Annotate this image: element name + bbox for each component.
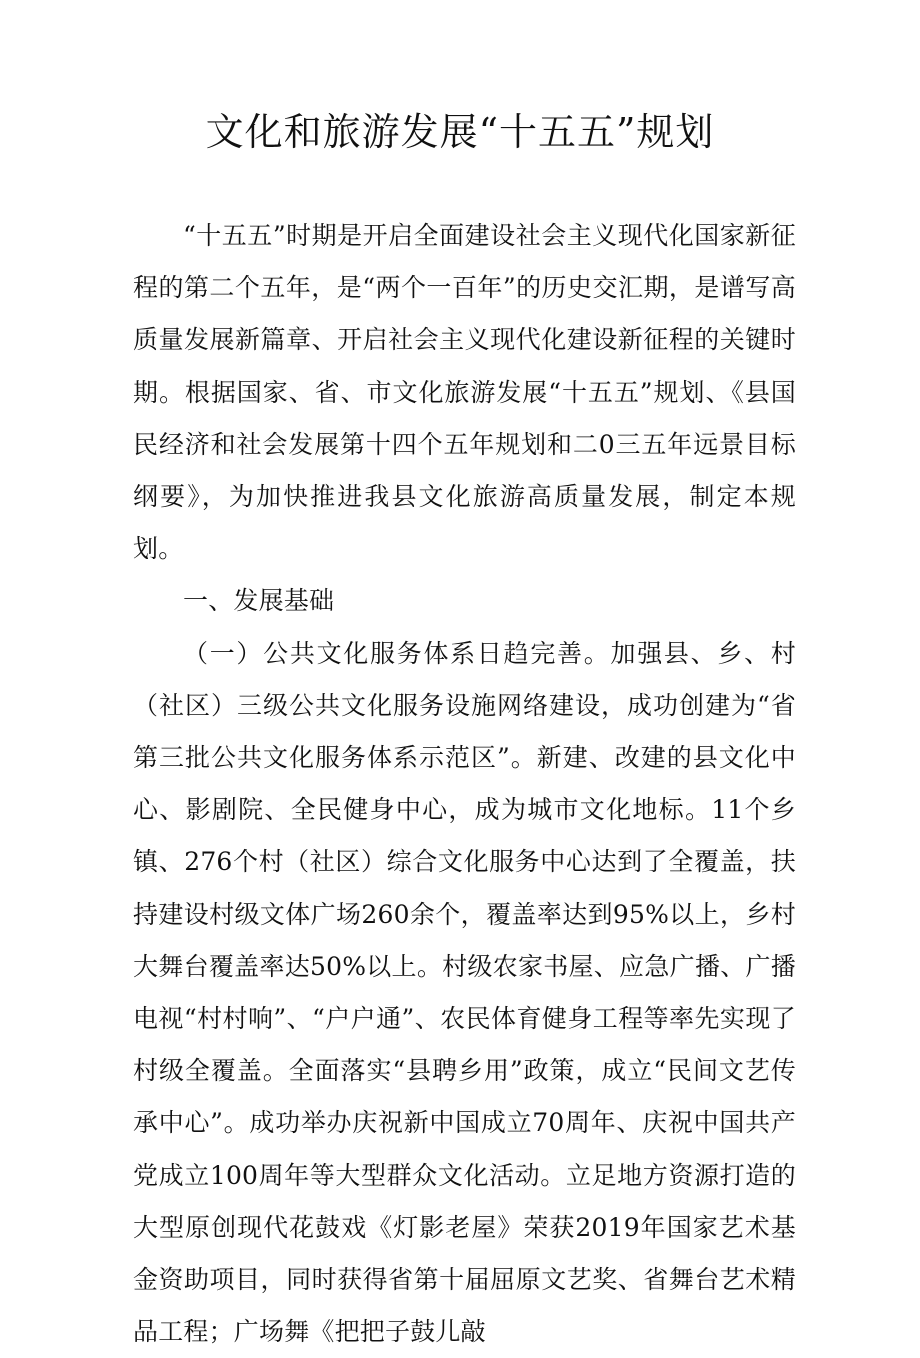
section-heading: 一、发展基础 [183, 586, 335, 616]
document-title: 文化和旅游发展“十五五”规划 [205, 110, 715, 154]
intro-paragraph: “十五五”时期是开启全面建设社会主义现代化国家新征程的第二个五年，是“两个一百年”的历史交汇期，是谱写高质量发展新篇章、开启社会主义现代化建设新征程的关键时期。根据国家、省、市文化旅游发展“十五五”规划、《县国民经济和社会发展第十四个五年规划和二0三五年远景目标纲要》，为加快推进我县文化旅游高质量发展，制定本规划。 [133, 221, 796, 564]
document-body [133, 210, 796, 1358]
section-paragraph: （一）公共文化服务体系日趋完善。加强县、乡、村（社区）三级公共文化服务设施网络建设，成功创建为“省第三批公共文化服务体系示范区”。新建、改建的县文化中心、影剧院、全民健身中心，成为城市文化地标。11个乡镇、276个村（社区）综合文化服务中心达到了全覆盖，扶持建设村级文体广场260余个，覆盖率达到95%以上，乡村大舞台覆盖率达50%以上。村级农家书屋、应急广播、广播电视“村村响”、“户户通”、农民体育健身工程等率先实现了村级全覆盖。全面落实“县聘乡用”政策，成立“民间文艺传承中心”。成功举办庆祝新中国成立70周年、庆祝中国共产党成立100周年等大型群众文化活动。立足地方资源打造的大型原创现代花鼓戏《灯影老屋》荣获2019年国家艺术基金资助项目，同时获得省第十届屈原文艺奖、省舞台艺术精品工程；广场舞《把把子鼓儿敲 [133, 638, 796, 1347]
